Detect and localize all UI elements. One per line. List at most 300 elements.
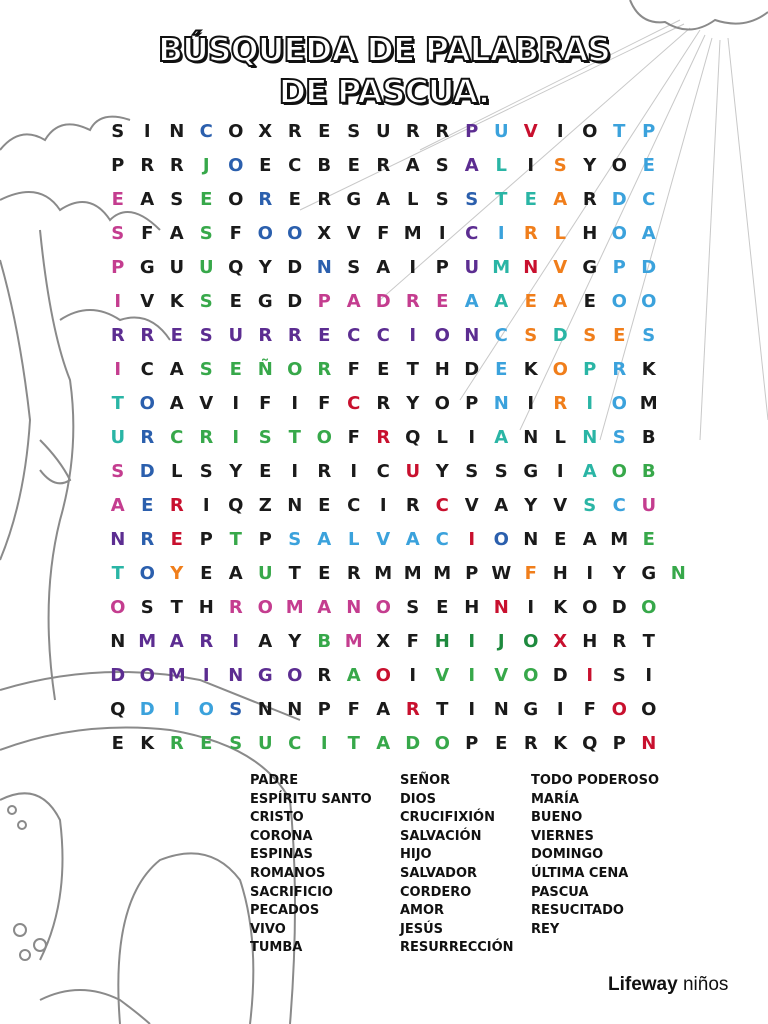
grid-cell[interactable]: I	[438, 223, 446, 244]
grid-cell[interactable]: Q	[228, 257, 244, 278]
grid-cell[interactable]: R	[317, 359, 332, 380]
grid-cell[interactable]: A	[169, 359, 184, 380]
grid-cell[interactable]: U	[464, 257, 480, 278]
grid-cell[interactable]: C	[435, 529, 449, 550]
grid-cell[interactable]: E	[170, 325, 183, 346]
grid-cell[interactable]: M	[639, 393, 658, 414]
grid-cell[interactable]: Y	[170, 563, 184, 584]
grid-cell[interactable]: T	[642, 631, 655, 652]
grid-cell[interactable]: S	[258, 427, 272, 448]
grid-cell[interactable]: D	[641, 257, 657, 278]
grid-cell[interactable]: L	[436, 427, 448, 448]
grid-cell[interactable]: V	[553, 257, 568, 278]
grid-cell[interactable]: I	[202, 665, 210, 686]
grid-cell[interactable]: R	[523, 223, 538, 244]
grid-cell[interactable]: G	[523, 699, 539, 720]
grid-cell[interactable]: N	[523, 427, 539, 448]
grid-cell[interactable]: R	[612, 359, 627, 380]
grid-cell[interactable]: D	[110, 665, 126, 686]
grid-cell[interactable]: N	[110, 631, 126, 652]
grid-cell[interactable]: G	[346, 189, 362, 210]
grid-cell[interactable]: H	[582, 631, 598, 652]
grid-cell[interactable]: U	[198, 257, 214, 278]
grid-cell[interactable]: O	[198, 699, 214, 720]
grid-cell[interactable]: T	[613, 121, 626, 142]
grid-cell[interactable]: S	[229, 733, 243, 754]
grid-cell[interactable]: R	[317, 665, 332, 686]
grid-cell[interactable]: Y	[583, 155, 597, 176]
grid-cell[interactable]: F	[347, 699, 360, 720]
grid-cell[interactable]: H	[434, 359, 450, 380]
grid-cell[interactable]: D	[611, 189, 627, 210]
grid-cell[interactable]: O	[139, 665, 155, 686]
grid-cell[interactable]: A	[553, 189, 568, 210]
grid-cell[interactable]: V	[435, 665, 450, 686]
grid-cell[interactable]: M	[433, 563, 452, 584]
grid-cell[interactable]	[664, 353, 694, 387]
grid-cell[interactable]: O	[611, 291, 627, 312]
grid-cell[interactable]: L	[171, 461, 183, 482]
grid-cell[interactable]: E	[318, 495, 331, 516]
grid-cell[interactable]: O	[139, 393, 155, 414]
grid-cell[interactable]: R	[199, 631, 214, 652]
grid-cell[interactable]: E	[318, 563, 331, 584]
grid-cell[interactable]: R	[140, 427, 155, 448]
grid-cell[interactable]: Y	[435, 461, 449, 482]
grid-cell[interactable]: E	[170, 529, 183, 550]
grid-cell[interactable]: S	[199, 291, 213, 312]
grid-cell[interactable]: S	[612, 665, 626, 686]
grid-cell[interactable]: I	[114, 359, 122, 380]
grid-cell[interactable]: O	[641, 291, 657, 312]
grid-cell[interactable]: D	[139, 699, 155, 720]
grid-cell[interactable]: M	[492, 257, 511, 278]
grid-cell[interactable]: N	[346, 597, 362, 618]
grid-cell[interactable]: O	[611, 461, 627, 482]
grid-cell[interactable]: R	[582, 189, 597, 210]
grid-cell[interactable]: N	[110, 529, 126, 550]
grid-cell[interactable]: M	[610, 529, 629, 550]
grid-cell[interactable]: F	[524, 563, 537, 584]
grid-cell[interactable]: N	[493, 597, 509, 618]
grid-cell[interactable]: N	[169, 121, 185, 142]
grid-cell[interactable]: Ñ	[257, 359, 273, 380]
grid-cell[interactable]: R	[376, 393, 391, 414]
grid-cell[interactable]: S	[347, 257, 361, 278]
grid-cell[interactable]: O	[523, 631, 539, 652]
grid-cell[interactable]: X	[317, 223, 332, 244]
grid-cell[interactable]: I	[379, 495, 387, 516]
grid-cell[interactable]: R	[317, 461, 332, 482]
grid-cell[interactable]: R	[199, 427, 214, 448]
grid-cell[interactable]: E	[111, 733, 124, 754]
grid-cell[interactable]	[664, 693, 694, 727]
grid-cell[interactable]	[664, 115, 694, 149]
grid-cell[interactable]	[664, 183, 694, 217]
grid-cell[interactable]: A	[494, 291, 509, 312]
grid-cell[interactable]: X	[376, 631, 391, 652]
grid-cell[interactable]: I	[645, 665, 653, 686]
grid-cell[interactable]: B	[317, 155, 332, 176]
grid-cell[interactable]: M	[138, 631, 157, 652]
grid-cell[interactable]: N	[316, 257, 332, 278]
grid-cell[interactable]: S	[612, 427, 626, 448]
grid-cell[interactable]: E	[318, 325, 331, 346]
grid-cell[interactable]: P	[642, 121, 656, 142]
grid-cell[interactable]: I	[409, 257, 417, 278]
grid-cell[interactable]: V	[464, 495, 479, 516]
grid-cell[interactable]: P	[465, 733, 479, 754]
grid-cell[interactable]: O	[434, 393, 450, 414]
grid-cell[interactable]: H	[464, 597, 480, 618]
grid-cell[interactable]: A	[376, 257, 391, 278]
grid-cell[interactable]: T	[111, 393, 124, 414]
grid-cell[interactable]: S	[465, 461, 479, 482]
grid-cell[interactable]: A	[376, 733, 391, 754]
grid-cell[interactable]: S	[111, 223, 125, 244]
grid-cell[interactable]: T	[288, 563, 301, 584]
grid-cell[interactable]: Y	[406, 393, 420, 414]
grid-cell[interactable]: P	[612, 733, 626, 754]
grid-cell[interactable]: E	[554, 529, 567, 550]
grid-cell[interactable]: O	[375, 665, 391, 686]
grid-cell[interactable]: R	[435, 121, 450, 142]
grid-cell[interactable]: R	[405, 121, 420, 142]
grid-cell[interactable]	[664, 421, 694, 455]
grid-cell[interactable]: A	[346, 665, 361, 686]
grid-cell[interactable]: O	[641, 597, 657, 618]
grid-cell[interactable]	[664, 217, 694, 251]
grid-cell[interactable]: T	[170, 597, 183, 618]
grid-cell[interactable]: I	[409, 325, 417, 346]
grid-cell[interactable]: B	[641, 461, 656, 482]
grid-cell[interactable]: I	[556, 461, 564, 482]
grid-cell[interactable]: A	[140, 189, 155, 210]
grid-cell[interactable]: L	[495, 155, 507, 176]
grid-cell[interactable]: N	[228, 665, 244, 686]
grid-cell[interactable]: R	[140, 325, 155, 346]
grid-cell[interactable]: C	[494, 325, 508, 346]
grid-cell[interactable]: V	[199, 393, 214, 414]
grid-cell[interactable]: S	[170, 189, 184, 210]
grid-cell[interactable]: V	[553, 495, 568, 516]
grid-cell[interactable]	[664, 455, 694, 489]
grid-cell[interactable]: N	[257, 699, 273, 720]
grid-cell[interactable]: S	[583, 325, 597, 346]
grid-cell[interactable]: M	[285, 597, 304, 618]
grid-cell[interactable]: O	[287, 665, 303, 686]
grid-cell[interactable]: K	[553, 597, 568, 618]
grid-cell[interactable]: C	[347, 325, 361, 346]
grid-cell[interactable]: R	[140, 155, 155, 176]
grid-cell[interactable]: I	[232, 393, 240, 414]
grid-cell[interactable]: L	[348, 529, 360, 550]
grid-cell[interactable]: D	[139, 461, 155, 482]
grid-cell[interactable]: X	[553, 631, 568, 652]
grid-cell[interactable]: C	[435, 495, 449, 516]
grid-cell[interactable]: G	[523, 461, 539, 482]
grid-cell[interactable]: K	[553, 733, 568, 754]
grid-cell[interactable]: A	[405, 529, 420, 550]
grid-cell[interactable]: T	[288, 427, 301, 448]
grid-cell[interactable]: F	[318, 393, 331, 414]
grid-cell[interactable]: I	[556, 699, 564, 720]
grid-cell[interactable]	[664, 387, 694, 421]
grid-cell[interactable]: O	[582, 597, 598, 618]
grid-cell[interactable]: Q	[228, 495, 244, 516]
grid-cell[interactable]: Q	[405, 427, 421, 448]
grid-cell[interactable]: U	[641, 495, 657, 516]
grid-cell[interactable]: U	[169, 257, 185, 278]
grid-cell[interactable]: A	[582, 529, 597, 550]
grid-cell[interactable]: K	[641, 359, 656, 380]
grid-cell[interactable]: A	[641, 223, 656, 244]
grid-cell[interactable]: F	[406, 631, 419, 652]
grid-cell[interactable]: A	[464, 291, 479, 312]
grid-cell[interactable]: I	[527, 393, 535, 414]
grid-cell[interactable]: W	[491, 563, 512, 584]
grid-cell[interactable]: I	[409, 665, 417, 686]
grid-cell[interactable]: C	[465, 223, 479, 244]
grid-cell[interactable]: P	[465, 563, 479, 584]
grid-cell[interactable]: I	[468, 665, 476, 686]
grid-cell[interactable]: D	[464, 359, 480, 380]
grid-cell[interactable]: F	[347, 427, 360, 448]
grid-cell[interactable]: E	[436, 291, 449, 312]
grid-cell[interactable]: O	[611, 699, 627, 720]
grid-cell[interactable]: A	[376, 189, 391, 210]
grid-cell[interactable]: D	[287, 291, 303, 312]
grid-cell[interactable]: O	[257, 223, 273, 244]
grid-cell[interactable]: I	[291, 393, 299, 414]
grid-cell[interactable]: O	[434, 325, 450, 346]
grid-cell[interactable]: C	[288, 733, 302, 754]
grid-cell[interactable]: G	[257, 665, 273, 686]
grid-cell[interactable]	[664, 659, 694, 693]
grid-cell[interactable]: K	[523, 359, 538, 380]
grid-cell[interactable]: U	[405, 461, 421, 482]
grid-cell[interactable]: I	[527, 597, 535, 618]
grid-cell[interactable]: M	[344, 631, 363, 652]
grid-cell[interactable]: H	[582, 223, 598, 244]
grid-cell[interactable]: V	[494, 665, 509, 686]
grid-cell[interactable]: R	[258, 325, 273, 346]
grid-cell[interactable]: F	[141, 223, 154, 244]
grid-cell[interactable]: R	[405, 495, 420, 516]
grid-cell[interactable]: C	[199, 121, 213, 142]
grid-cell[interactable]: A	[494, 427, 509, 448]
grid-cell[interactable]: K	[169, 291, 184, 312]
grid-cell[interactable]: N	[641, 733, 657, 754]
grid-cell[interactable]: H	[552, 563, 568, 584]
grid-cell[interactable]: Y	[258, 257, 272, 278]
grid-cell[interactable]: N	[582, 427, 598, 448]
grid-cell[interactable]: B	[641, 427, 656, 448]
grid-cell[interactable]: F	[347, 359, 360, 380]
grid-cell[interactable]	[664, 251, 694, 285]
grid-cell[interactable]: N	[493, 393, 509, 414]
grid-cell[interactable]: A	[228, 563, 243, 584]
grid-cell[interactable]: A	[494, 495, 509, 516]
grid-cell[interactable]: L	[407, 189, 419, 210]
grid-cell[interactable]: G	[582, 257, 598, 278]
grid-cell[interactable]: E	[495, 733, 508, 754]
grid-cell[interactable]: S	[199, 325, 213, 346]
grid-cell[interactable]: I	[468, 699, 476, 720]
grid-cell[interactable]: C	[612, 495, 626, 516]
grid-cell[interactable]: P	[317, 699, 331, 720]
grid-cell[interactable]: R	[287, 325, 302, 346]
grid-cell[interactable]: O	[641, 699, 657, 720]
grid-cell[interactable]	[664, 489, 694, 523]
grid-cell[interactable]: D	[552, 665, 568, 686]
grid-cell[interactable]: C	[376, 325, 390, 346]
grid-cell[interactable]: A	[317, 529, 332, 550]
grid-cell[interactable]: A	[553, 291, 568, 312]
grid-cell[interactable]: M	[374, 563, 393, 584]
grid-cell[interactable]: S	[465, 189, 479, 210]
grid-cell[interactable]: R	[140, 529, 155, 550]
grid-cell[interactable]: N	[464, 325, 480, 346]
grid-cell[interactable]: E	[229, 291, 242, 312]
grid-cell[interactable]: A	[258, 631, 273, 652]
grid-cell[interactable]: U	[257, 563, 273, 584]
grid-cell[interactable]: I	[202, 495, 210, 516]
grid-cell[interactable]: T	[495, 189, 508, 210]
grid-cell[interactable]: M	[167, 665, 186, 686]
grid-cell[interactable]: O	[110, 597, 126, 618]
grid-cell[interactable]: O	[257, 597, 273, 618]
grid-cell[interactable]: O	[228, 189, 244, 210]
grid-cell[interactable]: A	[376, 699, 391, 720]
grid-cell[interactable]: M	[403, 563, 422, 584]
grid-cell[interactable]: J	[497, 631, 505, 652]
grid-cell[interactable]: F	[377, 223, 390, 244]
grid-cell[interactable]	[664, 319, 694, 353]
grid-cell[interactable]: N	[287, 495, 303, 516]
grid-cell[interactable]: H	[198, 597, 214, 618]
grid-cell[interactable]: P	[465, 121, 479, 142]
grid-cell[interactable]: U	[110, 427, 126, 448]
grid-cell[interactable]: B	[317, 631, 332, 652]
grid-cell[interactable]: A	[169, 393, 184, 414]
grid-cell[interactable]: I	[586, 563, 594, 584]
grid-cell[interactable]: L	[554, 427, 566, 448]
grid-cell[interactable]	[664, 285, 694, 319]
grid-cell[interactable]: R	[110, 325, 125, 346]
grid-cell[interactable]: A	[582, 461, 597, 482]
grid-cell[interactable]: I	[586, 393, 594, 414]
grid-cell[interactable]: A	[110, 495, 125, 516]
grid-cell[interactable]: S	[347, 121, 361, 142]
grid-cell[interactable]: R	[169, 733, 184, 754]
grid-cell[interactable]: R	[258, 189, 273, 210]
grid-cell[interactable]: Y	[288, 631, 302, 652]
grid-cell[interactable]: R	[287, 121, 302, 142]
grid-cell[interactable]: P	[435, 257, 449, 278]
grid-cell[interactable]: S	[642, 325, 656, 346]
grid-cell[interactable]: A	[169, 631, 184, 652]
grid-cell[interactable]: P	[199, 529, 213, 550]
grid-cell[interactable]: O	[582, 121, 598, 142]
grid-cell[interactable]: O	[611, 223, 627, 244]
grid-cell[interactable]: I	[350, 461, 358, 482]
grid-cell[interactable]: C	[170, 427, 184, 448]
grid-cell[interactable]: S	[406, 597, 420, 618]
grid-cell[interactable]: P	[465, 393, 479, 414]
grid-cell[interactable]: O	[228, 121, 244, 142]
grid-cell[interactable]: I	[232, 427, 240, 448]
grid-cell[interactable]: I	[527, 155, 535, 176]
grid-cell[interactable]: E	[318, 121, 331, 142]
grid-cell[interactable]: T	[436, 699, 449, 720]
grid-cell[interactable]: O	[552, 359, 568, 380]
grid-cell[interactable]: A	[317, 597, 332, 618]
grid-cell[interactable]: L	[554, 223, 566, 244]
grid-cell[interactable]: E	[200, 733, 213, 754]
grid-cell[interactable]: S	[199, 359, 213, 380]
grid-cell[interactable]: S	[199, 223, 213, 244]
grid-cell[interactable]: U	[257, 733, 273, 754]
grid-cell[interactable]: Q	[582, 733, 598, 754]
grid-cell[interactable]: Y	[524, 495, 538, 516]
grid-cell[interactable]: F	[259, 393, 272, 414]
grid-cell[interactable]: O	[434, 733, 450, 754]
grid-cell[interactable]: U	[493, 121, 509, 142]
grid-cell[interactable]: S	[524, 325, 538, 346]
grid-cell[interactable]: I	[497, 223, 505, 244]
grid-cell[interactable]: E	[259, 461, 272, 482]
grid-cell[interactable]: E	[642, 529, 655, 550]
grid-cell[interactable]: E	[583, 291, 596, 312]
grid-cell[interactable]: V	[140, 291, 155, 312]
grid-cell[interactable]	[664, 591, 694, 625]
grid-cell[interactable]: S	[435, 155, 449, 176]
grid-cell[interactable]: S	[553, 155, 567, 176]
grid-cell[interactable]: O	[493, 529, 509, 550]
grid-cell[interactable]: P	[258, 529, 272, 550]
grid-cell[interactable]: D	[405, 733, 421, 754]
grid-cell[interactable]: R	[376, 427, 391, 448]
grid-cell[interactable]: E	[288, 189, 301, 210]
grid-cell[interactable]: S	[583, 495, 597, 516]
grid-cell[interactable]: R	[228, 597, 243, 618]
grid-cell[interactable]: R	[346, 563, 361, 584]
grid-cell[interactable]	[664, 625, 694, 659]
grid-cell[interactable]: P	[317, 291, 331, 312]
grid-cell[interactable]: G	[257, 291, 273, 312]
grid-cell[interactable]: G	[641, 563, 657, 584]
grid-cell[interactable]: R	[553, 393, 568, 414]
grid-cell[interactable]: E	[613, 325, 626, 346]
grid-cell[interactable]: C	[288, 155, 302, 176]
grid-cell[interactable]: I	[232, 631, 240, 652]
grid-cell[interactable]: I	[468, 427, 476, 448]
grid-cell[interactable]: S	[494, 461, 508, 482]
grid-cell[interactable]: O	[287, 359, 303, 380]
grid-cell[interactable]: E	[524, 291, 537, 312]
grid-cell[interactable]: E	[111, 189, 124, 210]
grid-cell[interactable]: O	[611, 393, 627, 414]
grid-cell[interactable]: O	[611, 155, 627, 176]
grid-cell[interactable]: S	[288, 529, 302, 550]
grid-cell[interactable]: T	[229, 529, 242, 550]
grid-cell[interactable]: E	[642, 155, 655, 176]
grid-cell[interactable]: O	[228, 155, 244, 176]
grid-cell[interactable]: N	[287, 699, 303, 720]
grid-cell[interactable]: P	[111, 257, 125, 278]
grid-cell[interactable]: I	[173, 699, 181, 720]
